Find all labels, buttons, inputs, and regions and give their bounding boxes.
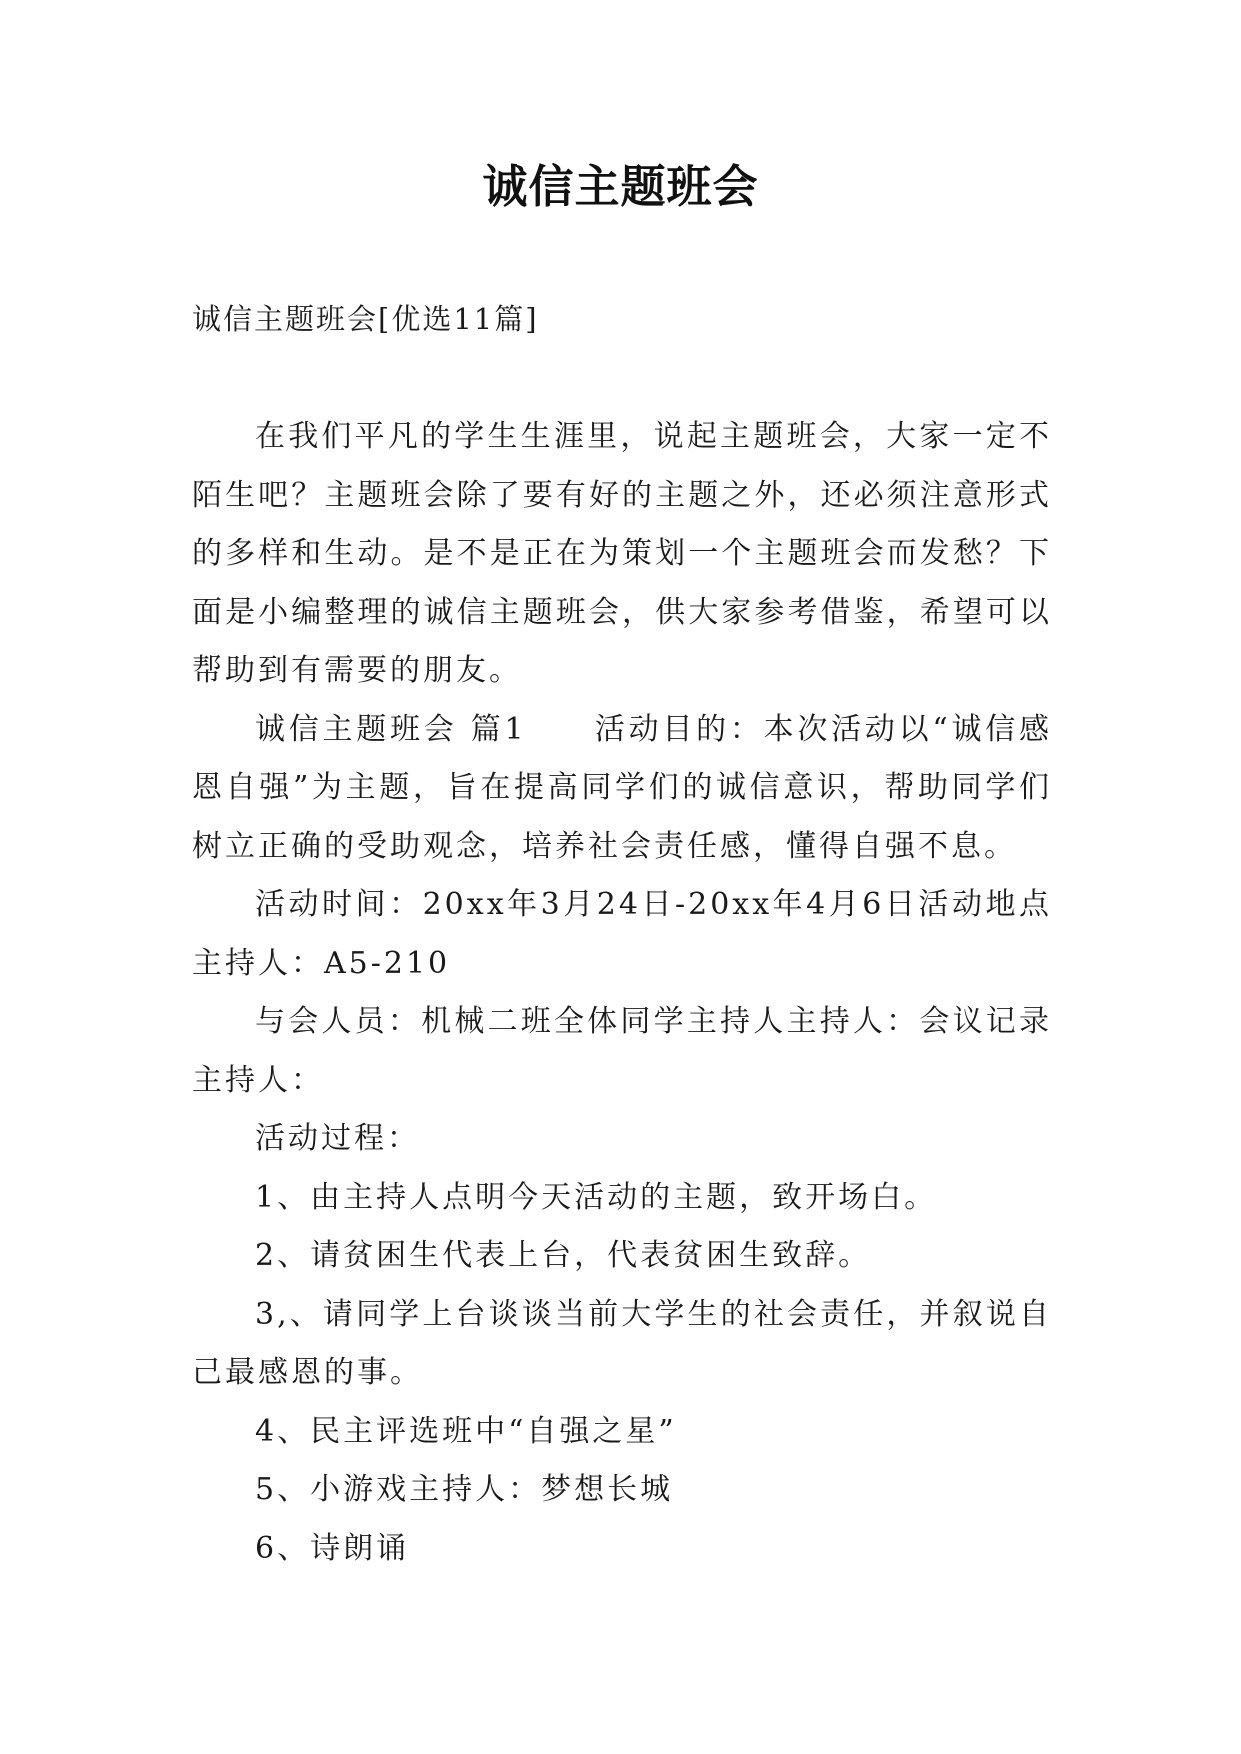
- paragraph-step-2: 2、请贫困生代表上台，代表贫困生致辞。: [255, 1238, 872, 1273]
- paragraph-step-1: 1、由主持人点明今天活动的主题，致开场白。: [255, 1179, 938, 1215]
- document-title: 诚信主题班会: [482, 160, 759, 213]
- paragraph-step-3: 3,、请同学上台谈谈当前大学生的社会责任，并叙说自己最感恩的事。: [192, 1296, 1052, 1390]
- document-subtitle: 诚信主题班会[优选11篇]: [192, 302, 539, 336]
- paragraph-step-4: 4、民主评选班中“自强之星”: [255, 1413, 677, 1449]
- paragraph-process-heading: 活动过程：: [255, 1121, 420, 1156]
- paragraph-purpose: 诚信主题班会 篇1 活动目的：本次活动以“诚信感恩自强”为主题，旨在提高同学们的诚信意识，帮助同学们树立正确的受助观念，培养社会责任感，懂得自强不息。: [192, 711, 1052, 864]
- paragraph-step-6: 6、诗朗诵: [255, 1530, 410, 1566]
- paragraph-attendees: 与会人员：机械二班全体同学主持人主持人：会议记录主持人：: [192, 1004, 1052, 1098]
- paragraph-intro: 在我们平凡的学生生涯里，说起主题班会，大家一定不陌生吧？主题班会除了要有好的主题之外，还必须注意形式的多样和生动。是不是正在为策划一个主题班会而发愁？下面是小编整理的诚信主题班会，供大家参考借鉴，希望可以帮助到有需要的朋友。: [192, 419, 1052, 688]
- paragraph-step-5: 5、小游戏主持人：梦想长城: [255, 1472, 674, 1507]
- document-body: [192, 408, 1052, 1578]
- paragraph-time-place: 活动时间：20xx年3月24日-20xx年4月6日活动地点主持人：A5-210: [192, 887, 1052, 981]
